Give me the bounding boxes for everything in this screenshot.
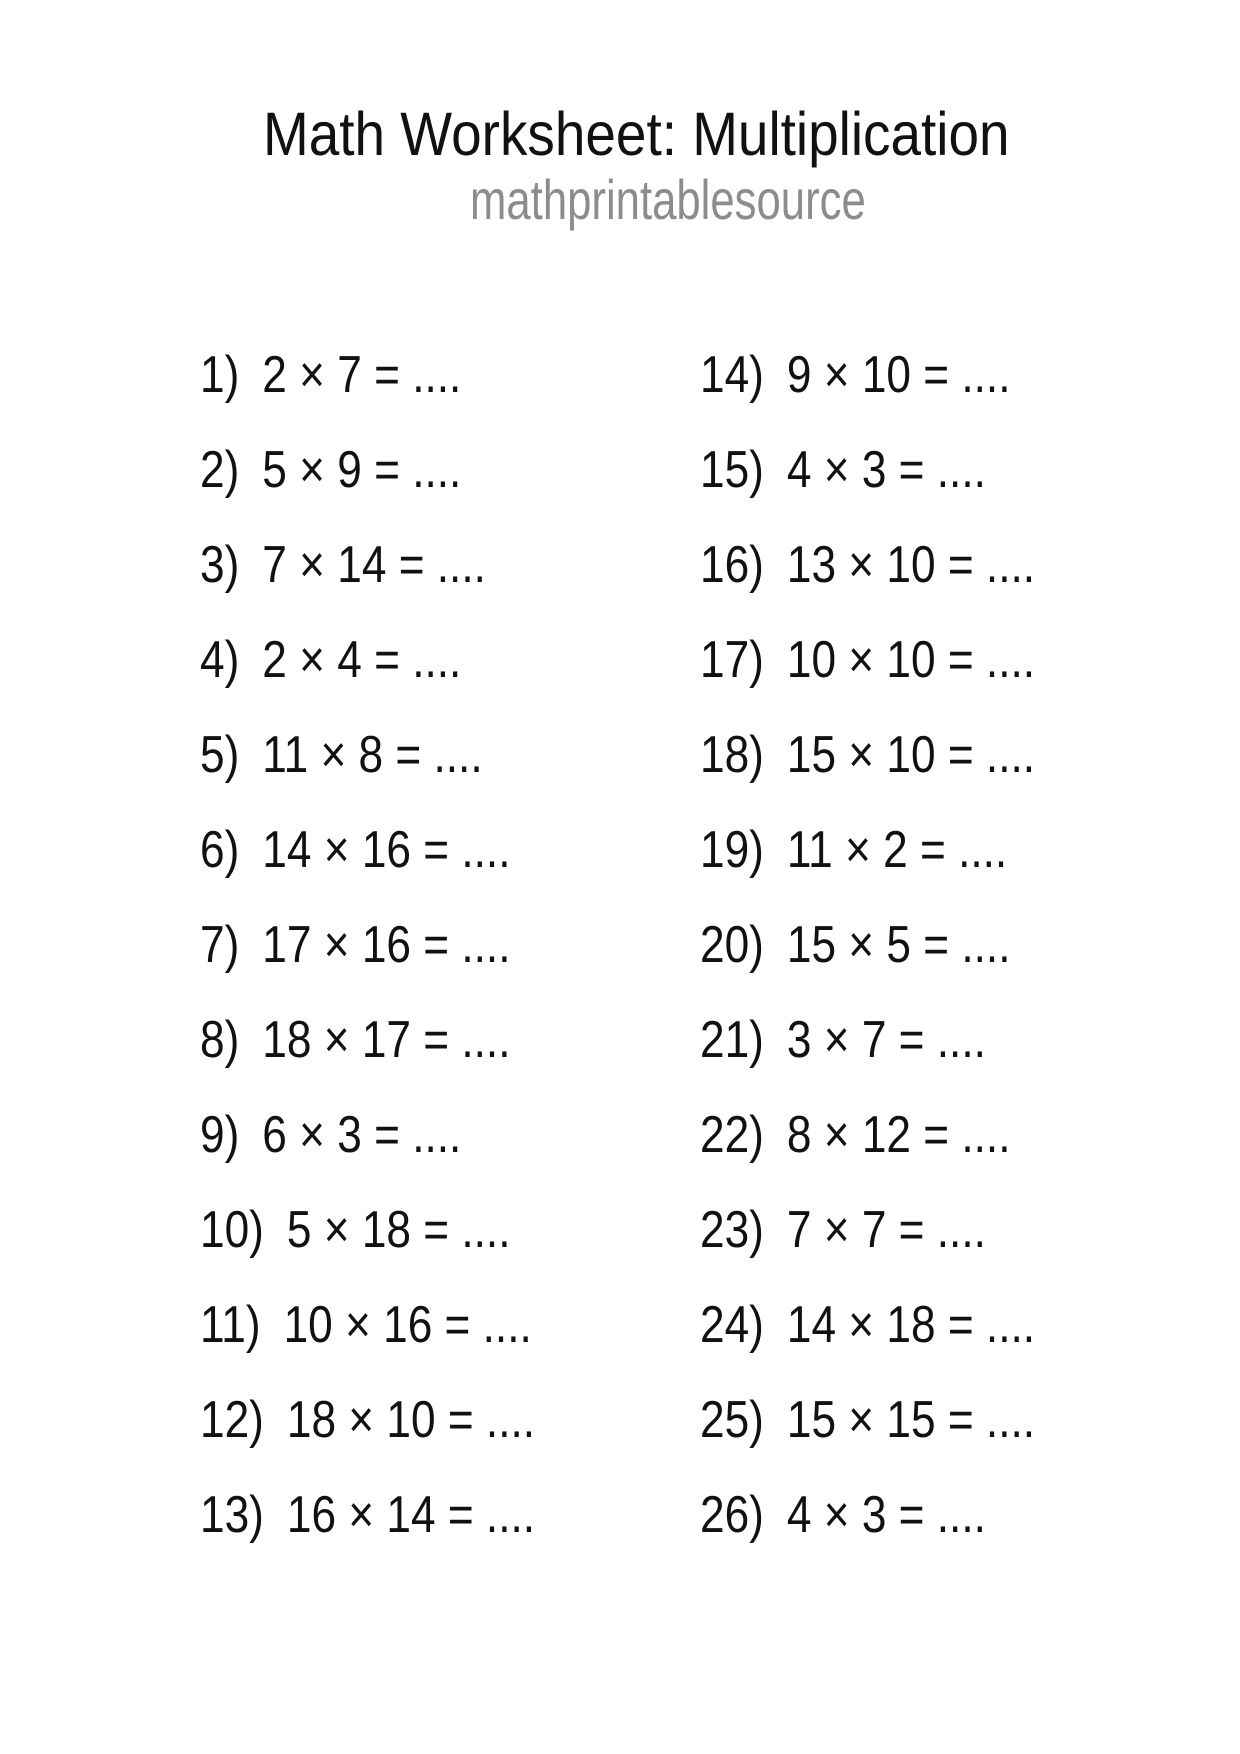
problems-column-right [700, 346, 1036, 1584]
problem-number: 9) [200, 1106, 240, 1164]
problem-number: 10) [200, 1201, 264, 1259]
problem-row [700, 1486, 1035, 1544]
problem-row [700, 1201, 1035, 1259]
problem-row [200, 1011, 535, 1069]
problem-expression: 13 × 10 = .... [786, 536, 1036, 594]
problem-number: 24) [700, 1296, 764, 1354]
problem-row [200, 1391, 536, 1449]
problem-number: 2) [200, 441, 240, 499]
problem-row [200, 1296, 535, 1354]
problem-number: 14) [700, 346, 764, 404]
problem-expression: 8 × 12 = .... [786, 1106, 1011, 1164]
problem-row [700, 1011, 1035, 1069]
problem-number: 7) [200, 916, 240, 974]
problem-expression: 15 × 15 = .... [786, 1391, 1036, 1449]
problem-row [200, 346, 535, 404]
problem-number: 15) [700, 441, 764, 499]
problem-row [700, 346, 1035, 404]
problem-expression: 11 × 2 = .... [786, 821, 1008, 879]
page-title: Math Worksheet: Multiplication [263, 100, 1010, 168]
problem-expression: 4 × 3 = .... [786, 1486, 986, 1544]
problem-expression: 15 × 5 = .... [786, 916, 1011, 974]
problem-row [200, 821, 535, 879]
problem-number: 8) [200, 1011, 240, 1069]
problem-expression: 3 × 7 = .... [786, 1011, 986, 1069]
problem-number: 12) [200, 1391, 264, 1449]
problem-expression: 5 × 9 = .... [262, 441, 462, 499]
problem-expression: 18 × 17 = .... [262, 1011, 511, 1069]
problem-expression: 16 × 14 = .... [286, 1486, 536, 1544]
problem-expression: 11 × 8 = .... [262, 726, 483, 784]
problem-expression: 5 × 18 = .... [286, 1201, 511, 1259]
problem-number: 20) [700, 916, 764, 974]
problem-expression: 7 × 7 = .... [786, 1201, 986, 1259]
page-subtitle: mathprintablesource [470, 168, 866, 231]
problem-number: 25) [700, 1391, 764, 1449]
problem-number: 17) [700, 631, 764, 689]
problem-expression: 10 × 16 = .... [283, 1296, 532, 1354]
problem-row [200, 1486, 536, 1544]
problem-number: 16) [700, 536, 764, 594]
problem-number: 19) [700, 821, 764, 879]
problem-row [700, 536, 1036, 594]
problem-expression: 2 × 4 = .... [262, 631, 462, 689]
problems-column-left [200, 346, 536, 1584]
problem-expression: 9 × 10 = .... [786, 346, 1011, 404]
problem-expression: 6 × 3 = .... [262, 1106, 462, 1164]
problem-expression: 2 × 7 = .... [262, 346, 462, 404]
problem-expression: 17 × 16 = .... [262, 916, 511, 974]
problem-row [700, 631, 1036, 689]
problem-number: 1) [200, 346, 240, 404]
problem-row [700, 1296, 1036, 1354]
problem-expression: 18 × 10 = .... [286, 1391, 536, 1449]
problem-number: 13) [200, 1486, 264, 1544]
problem-number: 3) [200, 536, 240, 594]
problem-number: 6) [200, 821, 240, 879]
problem-row [200, 1106, 535, 1164]
problem-row [200, 916, 535, 974]
problem-number: 4) [200, 631, 240, 689]
problem-row [700, 1106, 1035, 1164]
problem-row [700, 1391, 1036, 1449]
problem-expression: 4 × 3 = .... [786, 441, 986, 499]
problem-expression: 15 × 10 = .... [786, 726, 1036, 784]
problem-row [700, 726, 1036, 784]
problem-row [700, 821, 1035, 879]
problem-number: 18) [700, 726, 764, 784]
problem-expression: 14 × 16 = .... [262, 821, 511, 879]
problem-row [200, 631, 535, 689]
problem-row [200, 1201, 535, 1259]
problem-number: 22) [700, 1106, 764, 1164]
problem-number: 5) [200, 726, 240, 784]
problem-number: 23) [700, 1201, 764, 1259]
problem-number: 26) [700, 1486, 764, 1544]
problem-expression: 14 × 18 = .... [786, 1296, 1036, 1354]
problem-row [700, 916, 1035, 974]
problem-row [700, 441, 1035, 499]
problem-number: 11) [200, 1296, 261, 1354]
problem-number: 21) [700, 1011, 764, 1069]
problem-row [200, 536, 535, 594]
problem-row [200, 441, 535, 499]
problem-row [200, 726, 535, 784]
problem-expression: 10 × 10 = .... [786, 631, 1036, 689]
problem-expression: 7 × 14 = .... [262, 536, 486, 594]
